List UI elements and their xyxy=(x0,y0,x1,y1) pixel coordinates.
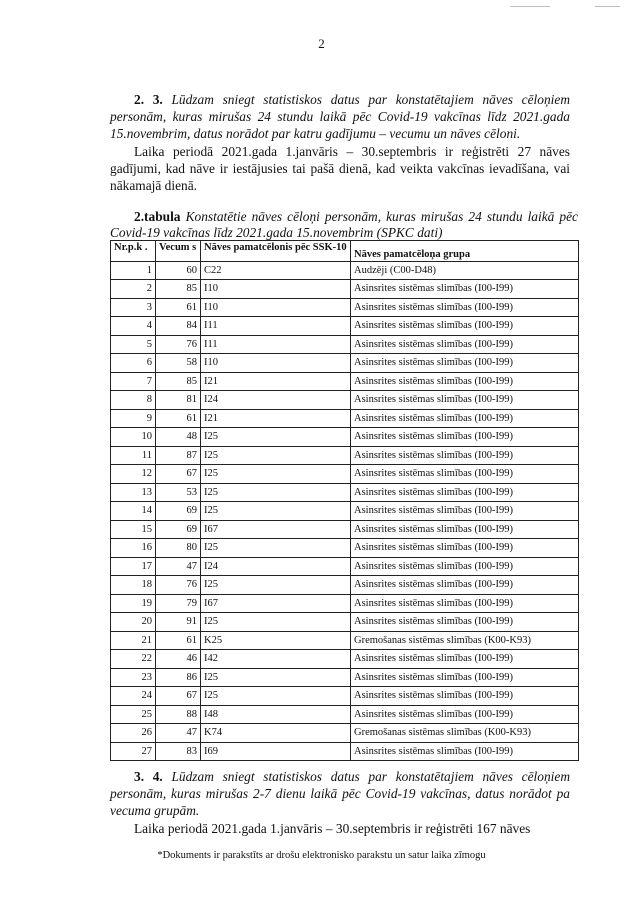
cell-age: 84 xyxy=(156,317,201,336)
cell-cause-code: I25 xyxy=(201,613,351,632)
section3-answer: Laika periodā 2021.gada 1.janvāris – 30.septembris ir reģistrēti 167 nāves xyxy=(134,821,531,836)
table-row xyxy=(111,391,579,410)
table-row xyxy=(111,557,579,576)
cell-cause-code: I25 xyxy=(201,687,351,706)
cell-cause-code: I67 xyxy=(201,594,351,613)
cell-cause-group: Asinsrites sistēmas slimības (I00-I99) xyxy=(351,576,579,595)
cell-nr: 14 xyxy=(111,502,156,521)
cell-nr: 10 xyxy=(111,428,156,447)
page-number: 2 xyxy=(318,36,325,51)
section2-question xyxy=(110,91,570,142)
table-row xyxy=(111,428,579,447)
section2-question-text: Lūdzam sniegt statistiskos datus par konstatētajiem nāves cēloņiem personām, kuras mirušas 24 stundu laikā pēc Covid-19 vakcīnas līdz 2021.gada 15.novembrim, datus norādot par katru gadījumu – vecumu un nāves cēloni. xyxy=(110,92,570,141)
cell-cause-code: C22 xyxy=(201,261,351,280)
cell-cause-group: Asinsrites sistēmas slimības (I00-I99) xyxy=(351,280,579,299)
cell-age: 86 xyxy=(156,668,201,687)
cell-cause-group: Asinsrites sistēmas slimības (I00-I99) xyxy=(351,317,579,336)
header-nr: Nr.p.k . xyxy=(111,241,156,262)
cell-cause-code: I25 xyxy=(201,502,351,521)
section2-answer: Laika periodā 2021.gada 1.janvāris – 30.septembris ir reģistrēti 27 nāves gadījumi, kad nāve ir iestājusies tai pašā dienā, kad veikta vakcīnas ievadīšana, vai nākamajā dienā. xyxy=(110,144,570,193)
cell-cause-group: Asinsrites sistēmas slimības (I00-I99) xyxy=(351,687,579,706)
cell-cause-code: I10 xyxy=(201,354,351,373)
cell-age: 85 xyxy=(156,372,201,391)
table-row xyxy=(111,298,579,317)
cell-cause-group: Asinsrites sistēmas slimības (I00-I99) xyxy=(351,335,579,354)
cell-cause-group: Asinsrites sistēmas slimības (I00-I99) xyxy=(351,354,579,373)
cell-age: 81 xyxy=(156,391,201,410)
cell-cause-code: I21 xyxy=(201,372,351,391)
cell-cause-group: Asinsrites sistēmas slimības (I00-I99) xyxy=(351,520,579,539)
table-row xyxy=(111,446,579,465)
cell-cause-group: Asinsrites sistēmas slimības (I00-I99) xyxy=(351,409,579,428)
cell-age: 76 xyxy=(156,576,201,595)
cell-cause-code: I25 xyxy=(201,483,351,502)
cell-cause-group: Asinsrites sistēmas slimības (I00-I99) xyxy=(351,594,579,613)
cell-cause-code: I21 xyxy=(201,409,351,428)
cell-nr: 5 xyxy=(111,335,156,354)
cell-age: 46 xyxy=(156,650,201,669)
header-age: Vecum s xyxy=(156,241,201,262)
cell-age: 53 xyxy=(156,483,201,502)
table-row xyxy=(111,317,579,336)
table-row xyxy=(111,520,579,539)
table-row xyxy=(111,483,579,502)
table-row xyxy=(111,335,579,354)
cell-cause-group: Asinsrites sistēmas slimības (I00-I99) xyxy=(351,650,579,669)
cell-cause-group: Asinsrites sistēmas slimības (I00-I99) xyxy=(351,446,579,465)
table-caption-label: 2.tabula xyxy=(134,209,181,224)
scan-artifact-line xyxy=(510,6,550,7)
cell-age: 47 xyxy=(156,557,201,576)
cell-cause-code: K74 xyxy=(201,724,351,743)
cell-cause-code: I25 xyxy=(201,539,351,558)
cell-cause-code: I67 xyxy=(201,520,351,539)
cell-nr: 24 xyxy=(111,687,156,706)
cell-cause-code: I11 xyxy=(201,335,351,354)
table-row xyxy=(111,705,579,724)
cell-age: 79 xyxy=(156,594,201,613)
table-row xyxy=(111,631,579,650)
cell-nr: 22 xyxy=(111,650,156,669)
cell-cause-group: Asinsrites sistēmas slimības (I00-I99) xyxy=(351,465,579,484)
cell-nr: 11 xyxy=(111,446,156,465)
table-row xyxy=(111,687,579,706)
cell-cause-code: I24 xyxy=(201,557,351,576)
cell-nr: 2 xyxy=(111,280,156,299)
cell-age: 61 xyxy=(156,631,201,650)
header-group: Nāves pamatcēloņa grupa xyxy=(351,241,579,262)
section2-question-number: 2. 3. xyxy=(134,92,163,107)
table-row xyxy=(111,539,579,558)
cell-age: 61 xyxy=(156,409,201,428)
cell-cause-group: Asinsrites sistēmas slimības (I00-I99) xyxy=(351,557,579,576)
cell-nr: 8 xyxy=(111,391,156,410)
cell-nr: 3 xyxy=(111,298,156,317)
cell-age: 83 xyxy=(156,742,201,761)
cell-cause-group: Asinsrites sistēmas slimības (I00-I99) xyxy=(351,298,579,317)
table-row xyxy=(111,280,579,299)
cell-nr: 7 xyxy=(111,372,156,391)
cell-age: 69 xyxy=(156,502,201,521)
cell-nr: 6 xyxy=(111,354,156,373)
table-row xyxy=(111,724,579,743)
table-row xyxy=(111,650,579,669)
table-row xyxy=(111,668,579,687)
table-row xyxy=(111,742,579,761)
cell-age: 87 xyxy=(156,446,201,465)
cell-cause-code: K25 xyxy=(201,631,351,650)
cell-cause-group: Asinsrites sistēmas slimības (I00-I99) xyxy=(351,428,579,447)
cell-cause-group: Asinsrites sistēmas slimības (I00-I99) xyxy=(351,705,579,724)
cell-nr: 17 xyxy=(111,557,156,576)
cell-cause-code: I25 xyxy=(201,576,351,595)
cell-cause-code: I11 xyxy=(201,317,351,336)
cell-cause-code: I24 xyxy=(201,391,351,410)
cell-age: 85 xyxy=(156,280,201,299)
table-row xyxy=(111,613,579,632)
header-cause: Nāves pamatcēlonis pēc SSK-10 xyxy=(201,241,351,262)
section3-question xyxy=(110,768,570,819)
cell-age: 80 xyxy=(156,539,201,558)
cell-nr: 9 xyxy=(111,409,156,428)
cell-age: 69 xyxy=(156,520,201,539)
cell-age: 58 xyxy=(156,354,201,373)
cell-age: 67 xyxy=(156,465,201,484)
table-row xyxy=(111,594,579,613)
section3-question-number: 3. 4. xyxy=(134,769,163,784)
cell-nr: 18 xyxy=(111,576,156,595)
cell-age: 60 xyxy=(156,261,201,280)
cell-cause-code: I10 xyxy=(201,280,351,299)
cell-nr: 20 xyxy=(111,613,156,632)
cell-cause-group: Asinsrites sistēmas slimības (I00-I99) xyxy=(351,391,579,410)
cell-cause-code: I25 xyxy=(201,428,351,447)
cell-cause-group: Asinsrites sistēmas slimības (I00-I99) xyxy=(351,372,579,391)
table-row xyxy=(111,354,579,373)
cell-nr: 25 xyxy=(111,705,156,724)
table-header-row xyxy=(111,241,579,262)
cell-cause-code: I48 xyxy=(201,705,351,724)
table-row xyxy=(111,465,579,484)
cell-nr: 15 xyxy=(111,520,156,539)
cell-cause-group: Asinsrites sistēmas slimības (I00-I99) xyxy=(351,668,579,687)
cell-nr: 26 xyxy=(111,724,156,743)
cell-age: 48 xyxy=(156,428,201,447)
cell-cause-group: Asinsrites sistēmas slimības (I00-I99) xyxy=(351,742,579,761)
section3-question-text: Lūdzam sniegt statistiskos datus par konstatētajiem nāves cēloņiem personām, kuras mirušas 2-7 dienu laikā pēc Covid-19 vakcīnas, datus norādot pa vecuma grupām. xyxy=(110,769,570,818)
cell-cause-group: Asinsrites sistēmas slimības (I00-I99) xyxy=(351,502,579,521)
table-row xyxy=(111,372,579,391)
cell-cause-code: I25 xyxy=(201,668,351,687)
cell-cause-group: Asinsrites sistēmas slimības (I00-I99) xyxy=(351,613,579,632)
cell-cause-group: Asinsrites sistēmas slimības (I00-I99) xyxy=(351,539,579,558)
table-row xyxy=(111,502,579,521)
cell-nr: 13 xyxy=(111,483,156,502)
signature-footnote: *Dokuments ir parakstīts ar drošu elektronisko parakstu un satur laika zīmogu xyxy=(157,850,486,861)
table-row xyxy=(111,409,579,428)
cell-age: 88 xyxy=(156,705,201,724)
cell-age: 47 xyxy=(156,724,201,743)
cell-age: 67 xyxy=(156,687,201,706)
table-body xyxy=(111,261,579,761)
cell-nr: 4 xyxy=(111,317,156,336)
cell-nr: 23 xyxy=(111,668,156,687)
cell-cause-code: I69 xyxy=(201,742,351,761)
table-caption xyxy=(110,209,578,241)
cell-cause-group: Gremošanas sistēmas slimības (K00-K93) xyxy=(351,724,579,743)
cell-cause-group: Gremošanas sistēmas slimības (K00-K93) xyxy=(351,631,579,650)
cell-nr: 1 xyxy=(111,261,156,280)
scan-artifact-line xyxy=(595,6,620,7)
cell-age: 61 xyxy=(156,298,201,317)
cell-nr: 27 xyxy=(111,742,156,761)
cell-cause-code: I25 xyxy=(201,446,351,465)
table-caption-title: Konstatētie nāves cēloņi personām, kuras mirušas 24 stundu laikā pēc Covid-19 vakcīnas līdz 2021.gada 15.novembrim (SPKC dati) xyxy=(110,209,578,240)
deaths-table xyxy=(110,240,579,761)
cell-cause-group: Audzēji (C00-D48) xyxy=(351,261,579,280)
cell-age: 91 xyxy=(156,613,201,632)
cell-cause-code: I10 xyxy=(201,298,351,317)
cell-nr: 12 xyxy=(111,465,156,484)
cell-age: 76 xyxy=(156,335,201,354)
table-row xyxy=(111,576,579,595)
cell-nr: 16 xyxy=(111,539,156,558)
cell-cause-code: I42 xyxy=(201,650,351,669)
table-row xyxy=(111,261,579,280)
cell-cause-group: Asinsrites sistēmas slimības (I00-I99) xyxy=(351,483,579,502)
cell-nr: 19 xyxy=(111,594,156,613)
cell-cause-code: I25 xyxy=(201,465,351,484)
cell-nr: 21 xyxy=(111,631,156,650)
